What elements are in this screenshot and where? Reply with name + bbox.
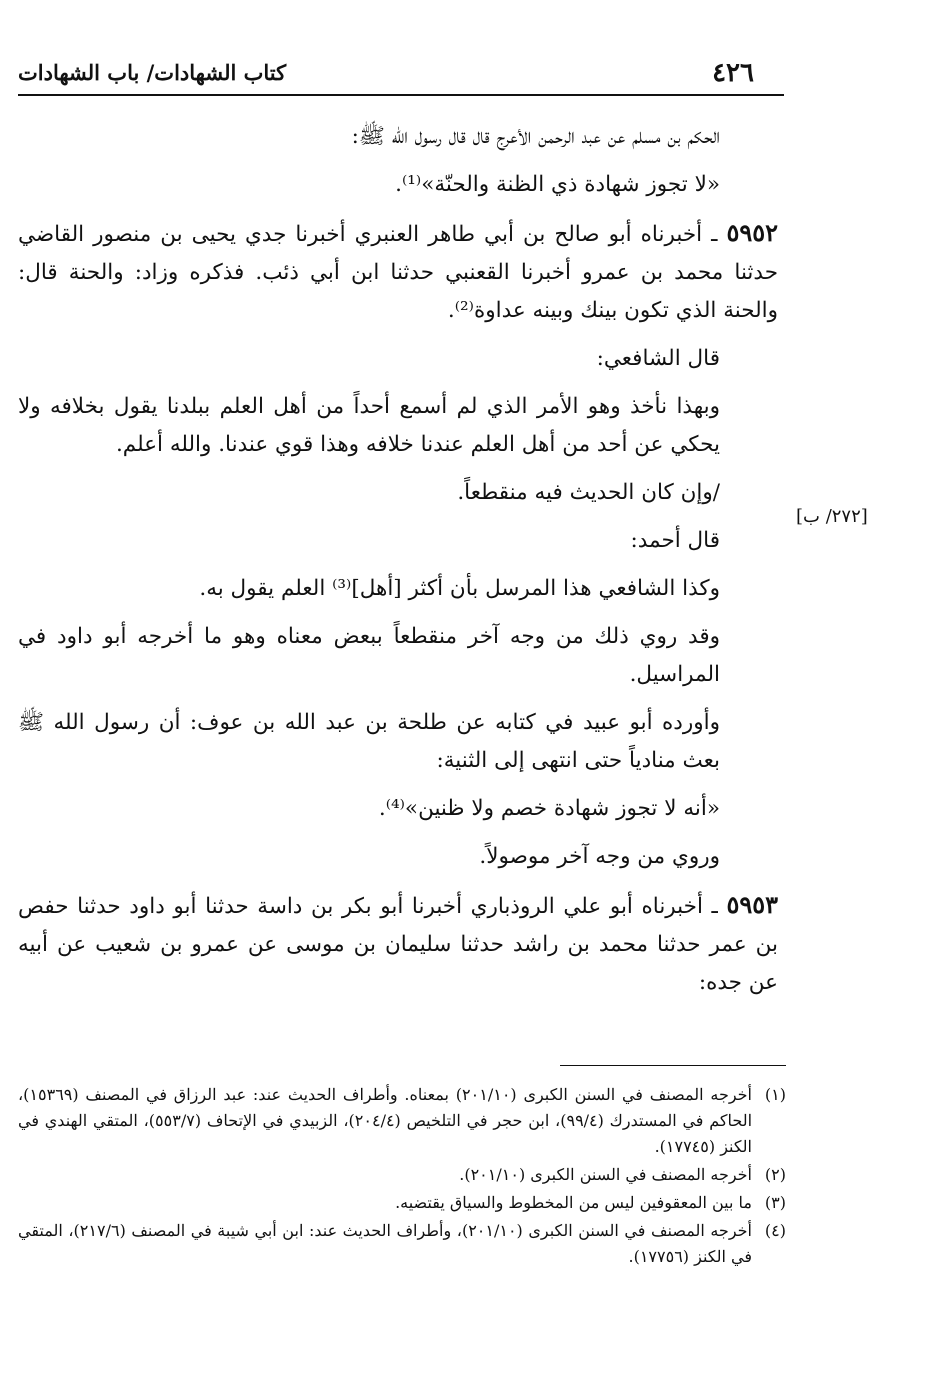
footnote-text: أخرجه المصنف في السنن الكبرى (٢٠١/١٠) بمعناه. وأطراف الحديث عند: عبد الرزاق في المصنف (١٥٣٦٩)، الحاكم في المستدرك (٩٩/٤)، ابن حجر في التلخيص (٢٠٤/٤)، الزبيدي في الإتحاف (٥٥٣/٧)، المتقي الهندي في الكنز (١٧٧٤٥). bbox=[18, 1085, 753, 1156]
footnote-text: أخرجه المصنف في السنن الكبرى (٢٠١/١٠). bbox=[459, 1165, 752, 1184]
hadith-number: ٥٩٥٢ bbox=[726, 218, 778, 247]
hadith-text: ـ أخبرناه أبو صالح بن أبي طاهر العنبري أخبرنا جدي يحيى بن منصور القاضي حدثنا محمد بن عمرو أخبرنا القعنبي حدثنا ابن أبي ذئب. فذكره وزاد: والحنة قال: والحنة الذي تكون بينك وبينه عداوة⁽²⁾. bbox=[18, 222, 778, 323]
quoted-hadith: «لا تجوز شهادة ذي الظنة والحنّة»⁽¹⁾. bbox=[395, 172, 720, 197]
paragraph: وروي من وجه آخر موصولاً. bbox=[479, 844, 720, 869]
main-text bbox=[18, 118, 778, 1012]
footnote-number: (٣) bbox=[764, 1193, 786, 1212]
page-header bbox=[18, 50, 784, 96]
quoted-hadith: «أنه لا تجوز شهادة خصم ولا ظنين»⁽⁴⁾. bbox=[378, 796, 720, 821]
footnote-divider bbox=[560, 1065, 786, 1066]
footnote-number: (١) bbox=[764, 1085, 786, 1104]
footnote-text: أخرجه المصنف في السنن الكبرى (٢٠١/١٠)، وأطراف الحديث عند: ابن أبي شيبة في المصنف (٢١٧/٦)، المتقي في الكنز (١٧٧٥٦). bbox=[18, 1221, 752, 1266]
manuscript-folio-note: [٢٧٢/ ب] bbox=[796, 506, 868, 527]
footnote bbox=[18, 1082, 786, 1160]
footnote-number: (٢) bbox=[764, 1165, 786, 1184]
hadith-text: ـ أخبرناه أبو علي الروذباري أخبرنا أبو بكر بن داسة حدثنا أبو داود حدثنا حفص بن عمر حدثنا محمد بن راشد حدثنا سليمان بن موسى عن عمرو بن شعيب عن أبيه عن جده: bbox=[18, 894, 778, 995]
paragraph: وبهذا نأخذ وهو الأمر الذي لم أسمع أحداً من أهل العلم ببلدنا يقول بخلافه ولا يحكي عن أحد من أهل العلم عندنا خلافه وهذا قوي عندنا. والله أعلم. bbox=[18, 394, 720, 457]
hadith-number: ٥٩٥٣ bbox=[726, 890, 778, 919]
hadith-5953 bbox=[18, 886, 778, 1002]
footnote-text: ما بين المعقوفين ليس من المخطوط والسياق يقتضيه. bbox=[395, 1193, 752, 1212]
running-title: كتاب الشهادات/ باب الشهادات bbox=[18, 60, 287, 85]
paragraph: وقد روي ذلك من وجه آخر منقطعاً ببعض معناه وهو ما أخرجه أبو داود في المراسيل. bbox=[18, 624, 720, 687]
footnote bbox=[18, 1162, 786, 1188]
footnote-number: (٤) bbox=[764, 1221, 786, 1240]
footnote bbox=[18, 1190, 786, 1216]
footnote bbox=[18, 1218, 786, 1270]
page-number: ٤٢٦ bbox=[712, 58, 754, 88]
paragraph: وكذا الشافعي هذا المرسل بأن أكثر [أهل]⁽³⁾ العلم يقول به. bbox=[199, 576, 720, 601]
paragraph: /وإن كان الحديث فيه منقطعاً. bbox=[457, 480, 720, 505]
paragraph: وأورده أبو عبيد في كتابه عن طلحة بن عبد الله بن عوف: أن رسول الله ﷺ بعث منادياً حتى انتهى إلى الثنية: bbox=[18, 710, 720, 773]
paragraph: الحكم بن مسلم عن عبد الرحمن الأعرج قال قال رسول الله ﷺ: bbox=[351, 124, 720, 149]
footnotes bbox=[18, 1082, 786, 1272]
speaker-heading: قال أحمد: bbox=[630, 528, 720, 553]
hadith-5952 bbox=[18, 214, 778, 330]
speaker-heading: قال الشافعي: bbox=[596, 346, 720, 371]
